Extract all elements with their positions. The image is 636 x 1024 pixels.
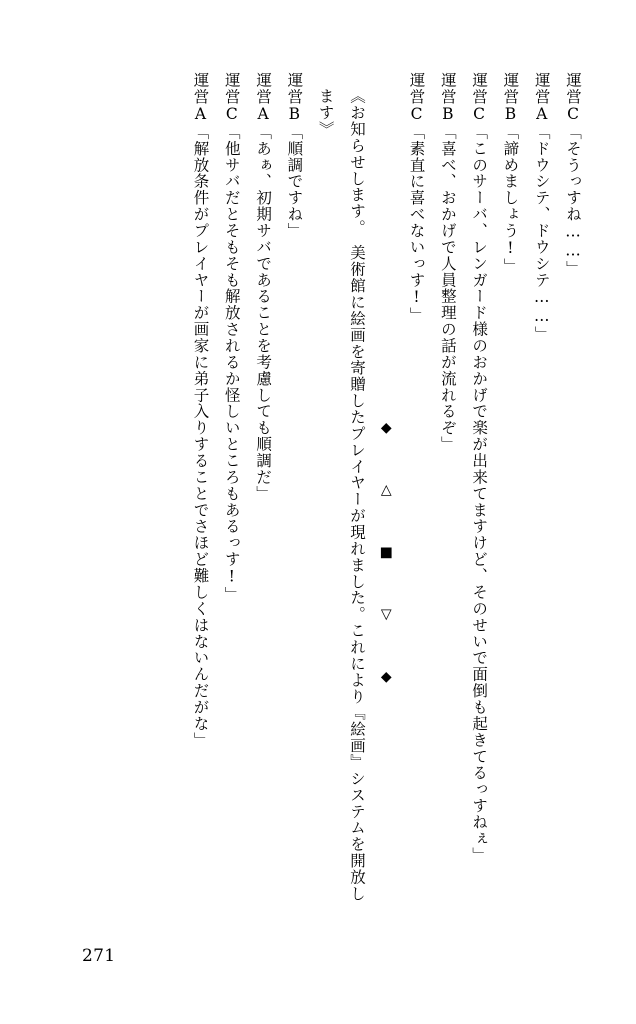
text-line: 運営A「解放条件がプレイヤーが画家に弟子入りすることでさほど難しくはないんだがな」: [191, 72, 210, 749]
text-line: 運営C「他サバだとそもそも解放されるか怪しいところもあるっす!」: [222, 72, 241, 603]
text-line: 運営B「諦めましょう!」: [501, 72, 520, 275]
text-line: 運営B「喜べ、おかげで人員整理の話が流れるぞ」: [438, 72, 457, 453]
text-line: 運営B「順調ですね」: [285, 72, 304, 239]
text-line: 運営A「あぁ、初期サバであることを考慮しても順調だ」: [254, 72, 273, 502]
page-number: 271: [82, 946, 116, 966]
text-line: 《お知らせします。 美術館に絵画を寄贈したプレイヤーが現れました。これにより『絵画』システムを開放します》: [316, 88, 366, 902]
text-line: 運営C「素直に喜べないっす!」: [407, 72, 426, 324]
text-line: 運営C「このサーバ、レンガード様のおかげで楽が出来てますけど、そのせいで面倒も起きてるっすねぇ」: [470, 72, 489, 864]
text-line: 運営C「そうっすね……」: [564, 72, 582, 277]
scene-break-ornament: ◆ △ ■ ▽ ◆: [378, 420, 395, 701]
text-line: 運営A「ドウシテ、ドウシテ……」: [532, 72, 551, 343]
vertical-text-body: [64, 72, 588, 902]
